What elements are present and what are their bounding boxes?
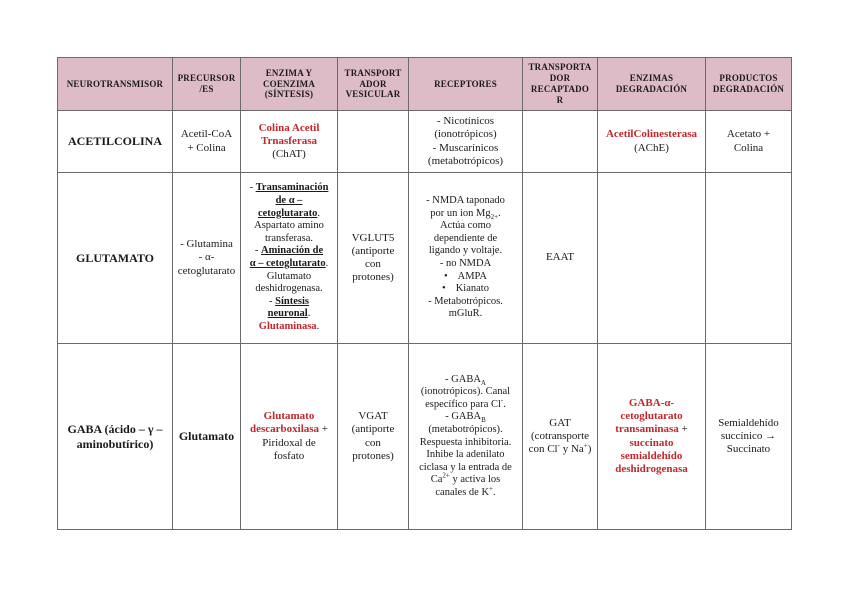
header-transportador-vesicular: TRANSPORT ADOR VESICULAR (338, 58, 409, 111)
cell-precursor: Acetil-CoA + Colina (173, 111, 241, 173)
cell-products: Acetato + Colina (706, 111, 792, 173)
header-transportador-recaptador: TRANSPORTA DOR RECAPTADO R (523, 58, 598, 111)
neurotransmitter-table (57, 57, 792, 530)
cell-reuptake (523, 111, 598, 173)
cell-receptors: - $GABA_A$ (ionotrópicos). Canal específico para Cl-. - $GABA_B$ (metabotrópicos). Respuesta inhibitoria. Inhibe la adenilato ciclasa y la entrada de $Ca^{2+}$ y activa los canales de K+. (409, 344, 523, 530)
cell-products (706, 173, 792, 344)
cell-vesicular: VGLUT5 (antiporte con protones) (338, 173, 409, 344)
header-row (58, 58, 792, 111)
table-row-glutamato (58, 173, 792, 344)
cell-reuptake: EAAT (523, 173, 598, 344)
cell-products: Semialdehído succínico → Succinato (706, 344, 792, 530)
cell-deg-enzyme (598, 173, 706, 344)
cell-deg-enzyme: AcetilColinesterasa (AChE) (598, 111, 706, 173)
cell-name: ACETILCOLINA (58, 111, 173, 173)
cell-precursor: Glutamato (173, 344, 241, 530)
header-neurotransmisor: NEUROTRANSMISOR (58, 58, 173, 111)
cell-vesicular: VGAT (antiporte con protones) (338, 344, 409, 530)
cell-deg-enzyme: GABA-α- cetoglutarato transaminasa + succinato semialdehído deshidrogenasa (598, 344, 706, 530)
header-enzima-sintesis: ENZIMA Y COENZIMA (SÍNTESIS) (241, 58, 338, 111)
cell-enzyme: Glutamato descarboxilasa + Piridoxal de fosfato (241, 344, 338, 530)
cell-receptors: - Nicotínicos (ionotrópicos) - Muscarínicos (metabotrópicos) (409, 111, 523, 173)
table-row-gaba (58, 344, 792, 530)
header-enzimas-degradacion: ENZIMAS DEGRADACIÓN (598, 58, 706, 111)
arrow-icon: → (765, 429, 777, 442)
cell-name: GLUTAMATO (58, 173, 173, 344)
header-receptores: RECEPTORES (409, 58, 523, 111)
cell-enzyme: - Transaminación de α – cetoglutarato. Aspartato amino transferasa. - Aminación de α – cetoglutarato. Glutamato deshidrogenasa. - Síntesis neuronal. Glutaminasa. (241, 173, 338, 344)
cell-vesicular (338, 111, 409, 173)
cell-reuptake: GAT (cotransporte con Cl- y Na+) (523, 344, 598, 530)
cell-precursor: - Glutamina - α- cetoglutarato (173, 173, 241, 344)
cell-enzyme: Colina Acetil Trnasferasa (ChAT) (241, 111, 338, 173)
header-precursores: PRECURSOR /ES (173, 58, 241, 111)
list-item: • AMPA (412, 271, 519, 284)
header-productos-degradacion: PRODUCTOS DEGRADACIÓN (706, 58, 792, 111)
table-row-acetilcolina (58, 111, 792, 173)
cell-receptors: - NMDA taponado por un ion $Mg_{2+}$. Actúa como dependiente de ligando y voltaje. - no NMDA • AMPA • Kianato - Metabotrópicos. mGluR. (409, 173, 523, 344)
cell-name: GABA (ácido – γ – aminobutírico) (58, 344, 173, 530)
list-item: • Kianato (412, 283, 519, 296)
